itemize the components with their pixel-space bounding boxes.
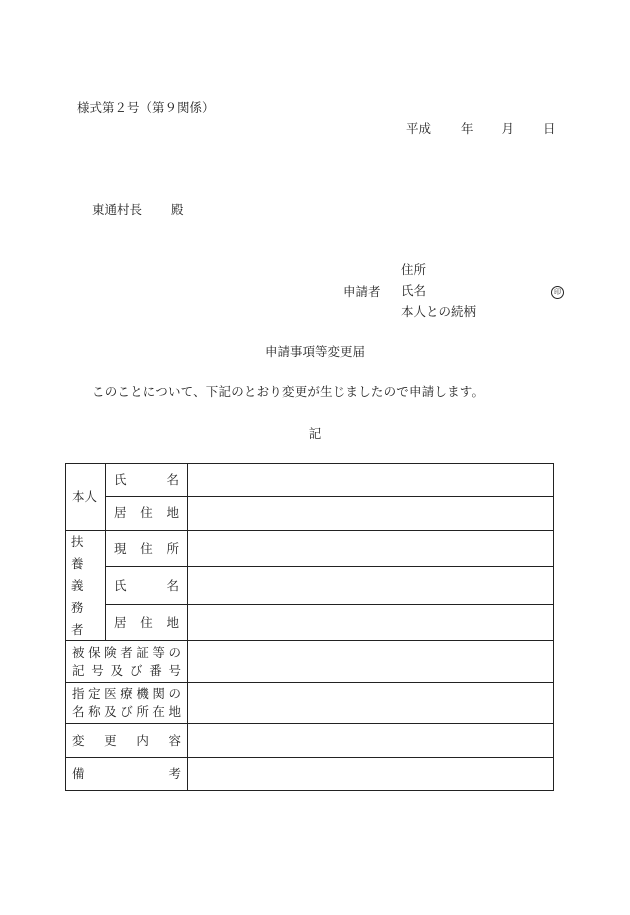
table-row [66,724,554,758]
date-day: 日 [543,121,556,136]
table-row [66,641,554,683]
body-text: このことについて、下記のとおり変更が生じましたので申請します。 [92,384,485,399]
table-row [66,531,554,567]
principal-residence-field[interactable] [188,497,554,531]
table-row [66,604,554,640]
seal-mark: 印 [551,286,564,299]
date-month: 月 [501,121,515,136]
supporter-address-label: 現 住 所 [106,531,188,567]
form-number: 様式第２号（第９関係） [77,100,215,115]
ki-heading: 記 [308,426,322,441]
institution-label-line2: 名称及び所在地 [72,704,181,720]
date-era: 平成 [406,121,432,136]
applicant-label: 申請者 [343,284,381,299]
supporter-name-label: 氏 名 [106,567,188,605]
table-row [66,683,554,724]
supporter-group-cell [66,531,106,641]
supporter-address-field[interactable] [188,531,554,567]
applicant-relation-label: 本人との続柄 [401,304,477,319]
supporter-group-label: 扶養義務者 [71,534,90,637]
insurance-label [66,641,188,683]
principal-group-label: 本人 [66,464,106,531]
insurance-field[interactable] [188,641,554,683]
change-details-field[interactable] [188,724,554,758]
applicant-fields [401,264,476,327]
insurance-label-line1: 被保険者証等の [72,644,181,660]
addressee [92,204,184,217]
institution-label [66,683,188,724]
applicant-address-label: 住所 [401,262,427,277]
date-year: 年 [461,121,474,136]
institution-label-line1: 指定医療機関の [72,686,181,702]
institution-field[interactable] [188,683,554,724]
applicant-name-label: 氏名 [401,283,427,298]
addressee-honorific: 殿 [171,202,184,217]
table-row [66,497,554,531]
table-row [66,464,554,497]
table-row [66,567,554,605]
change-details-label: 変 更 内 容 [66,724,188,758]
principal-name-field[interactable] [188,464,554,497]
form-table [65,463,554,791]
principal-residence-label: 居 住 地 [106,497,188,531]
supporter-residence-field[interactable] [188,604,554,640]
addressee-name: 東通村長 [92,202,143,217]
remarks-field[interactable] [188,758,554,791]
supporter-residence-label: 居 住 地 [106,604,188,640]
date-line [406,123,556,136]
remarks-label: 備 考 [66,758,188,791]
supporter-name-field[interactable] [188,567,554,605]
principal-name-label: 氏 名 [106,464,188,497]
insurance-label-line2: 記号及び番号 [72,662,181,678]
table-row [66,758,554,791]
document-title: 申請事項等変更届 [264,344,365,359]
